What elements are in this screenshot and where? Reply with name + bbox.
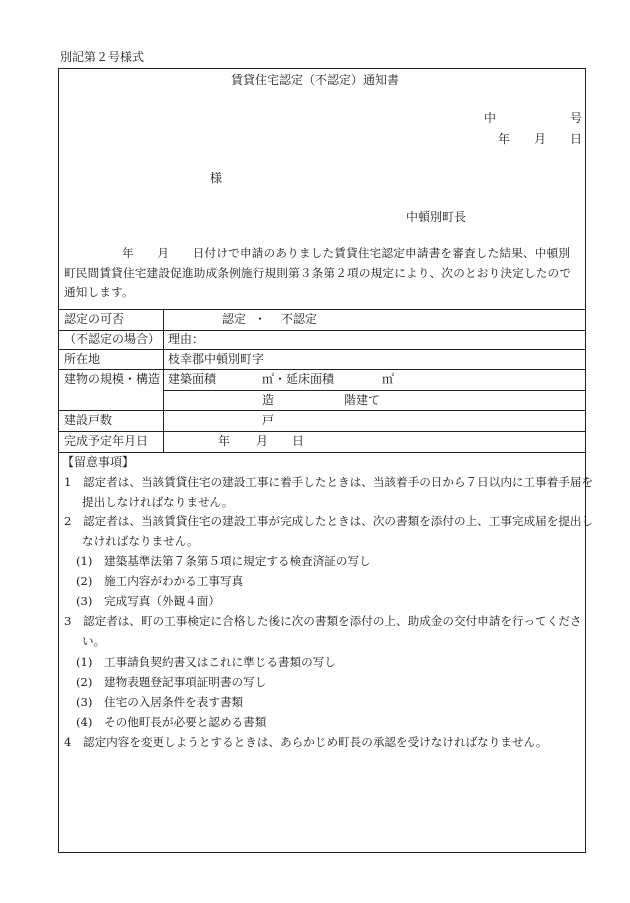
body-text: 年 月 日付けで申請のありました賃貸住宅認定申請書を審査した結果、中頓別町民間賃貸住宅建設促進助成条例施行規則第３条第２項の規定により、次のとおり決定したので通知します。: [64, 246, 572, 299]
addressee-suffix: 様: [210, 171, 223, 185]
note-3-sub-3: (3) 住宅の入居条件を表す書類: [76, 695, 244, 709]
date-month: 月: [534, 132, 547, 146]
scale-label: 建物の規模・構造: [64, 372, 161, 386]
number-suffix: 号: [570, 111, 583, 125]
date-year: 年: [498, 132, 511, 146]
approval-yes: 認定: [222, 312, 247, 326]
stories-label: 階建て: [344, 393, 381, 407]
approval-label: 認定の可否: [64, 312, 125, 326]
note-2-sub-1: (1) 建築基準法第７条第５項に規定する検査済証の写し: [76, 554, 371, 568]
date-day: 日: [570, 132, 583, 146]
issuer: 中頓別町長: [406, 210, 467, 224]
reason-label: 理由：: [168, 332, 205, 346]
completion-day: 日: [292, 434, 305, 448]
location-label: 所在地: [64, 352, 101, 366]
note-item-4: 4 認定内容を変更しようとするときは、あらかじめ町長の承認を受けなければなりません。: [64, 735, 548, 749]
note-3-sub-4: (4) その他町長が必要と認める書類: [76, 715, 267, 729]
completion-label: 完成予定年月日: [64, 434, 149, 448]
document-title: 賃貸住宅認定（不認定）通知書: [230, 73, 399, 87]
notes-heading: 【留意事項】: [62, 455, 135, 469]
note-item-2: 2 認定者は、当該賃貸住宅の建設工事が完成したときは、次の書類を添付の上、工事完成届を提出しなければなりません。: [64, 514, 594, 548]
sqm-unit-1: ㎡: [262, 372, 275, 386]
approval-no: 不認定: [281, 312, 318, 326]
note-3-sub-1: (1) 工事請負契約書又はこれに準じる書類の写し: [76, 655, 336, 669]
reject-label: （不認定の場合）: [64, 332, 161, 346]
structure-label: 造: [262, 393, 275, 407]
floor-area-label: ・延床面積: [274, 372, 335, 386]
form-label: 別記第２号様式: [60, 50, 145, 64]
sqm-unit-2: ㎡: [382, 372, 395, 386]
note-2-sub-3: (3) 完成写真（外観４面）: [76, 594, 220, 608]
number-prefix: 中: [484, 111, 497, 125]
completion-year: 年: [218, 434, 231, 448]
note-2-sub-2: (2) 施工内容がわかる工事写真: [76, 574, 244, 588]
approval-sep: ・: [254, 312, 267, 326]
note-item-1: 1 認定者は、当該賃貸住宅の建設工事に着手したときは、当該着手の日から７日以内に工事着手届を提出しなければなりません。: [64, 475, 594, 509]
note-item-3: 3 認定者は、町の工事検定に合格した後に次の書類を添付の上、助成金の交付申請を行ってください。: [64, 614, 582, 648]
building-area-label: 建築面積: [168, 372, 217, 386]
note-3-sub-2: (2) 建物表題登記事項証明書の写し: [76, 675, 267, 689]
units-suffix: 戸: [262, 413, 275, 427]
units-label: 建設戸数: [64, 413, 113, 427]
location-value: 枝幸郡中頓別町字: [168, 352, 265, 366]
completion-month: 月: [256, 434, 269, 448]
